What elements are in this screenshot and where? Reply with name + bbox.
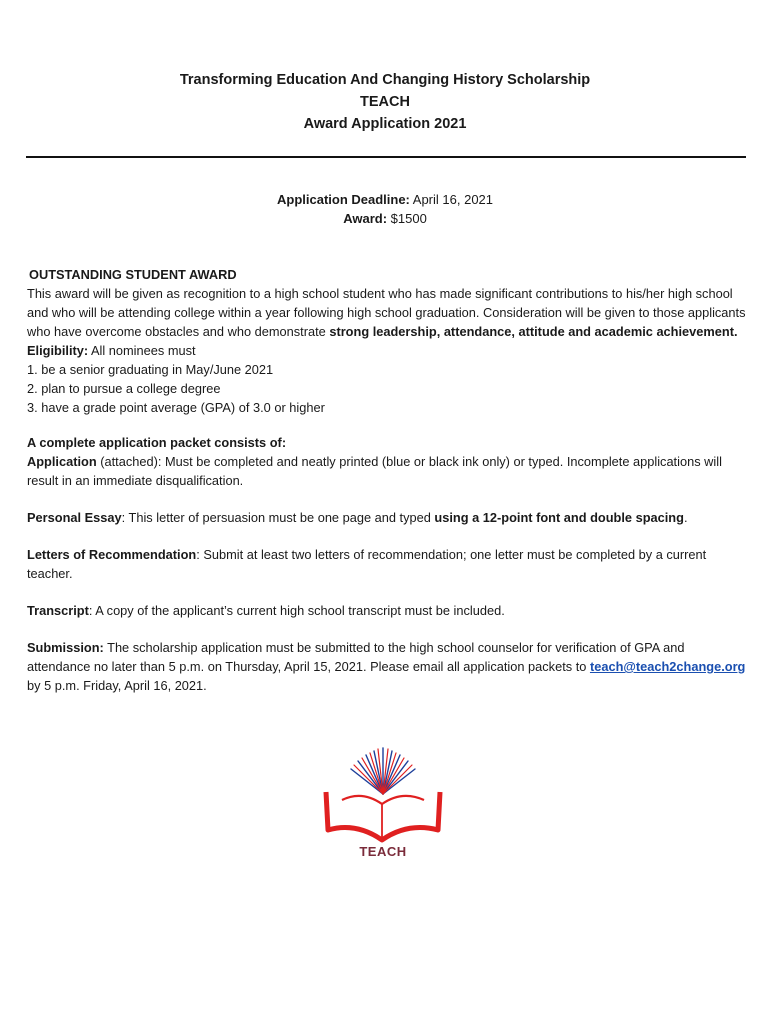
award-heading: OUTSTANDING STUDENT AWARD	[29, 267, 237, 282]
title-line-3: Award Application 2021	[303, 116, 467, 132]
title-divider	[26, 156, 746, 158]
packet-heading-text: A complete application packet consists of:	[27, 435, 287, 450]
eligibility-intro-text: All nominees must	[88, 343, 196, 358]
submission-email-link[interactable]: teach@teach2change.org	[589, 659, 746, 674]
award-description-bold: strong leadership, attendance, attitude and academic achievement.	[329, 324, 738, 339]
eligibility-item: 3. have a grade point average (GPA) of 3.0 or higher	[27, 400, 325, 415]
submission-text: The scholarship application must be submitted to the high school counselor for verification of GPA and attendance no later than 5 p.m. on Thursday, April 15, 2021. Please email all application packets to	[27, 640, 685, 674]
letters-label: Letters of Recommendation	[27, 547, 197, 562]
transcript-label: Transcript	[27, 603, 89, 618]
letters-requirement	[27, 545, 747, 583]
essay-label: Personal Essay	[27, 510, 122, 525]
packet-heading	[27, 433, 747, 452]
award-label: Award:	[343, 211, 388, 226]
eligibility-label: Eligibility:	[27, 343, 89, 358]
transcript-text: : A copy of the applicant’s current high school transcript must be included.	[88, 603, 505, 618]
deadline-label: Application Deadline:	[276, 192, 410, 207]
application-deadline	[0, 190, 770, 209]
application-text: (attached): Must be completed and neatly printed (blue or black ink only) or typed. Incomplete applications will result in an immediate disqualification.	[27, 454, 722, 488]
title-line-1: Transforming Education And Changing History Scholarship	[179, 72, 591, 88]
submission-requirement	[27, 638, 747, 695]
submission-label: Submission:	[27, 640, 104, 655]
application-requirement	[27, 452, 747, 490]
deadline-value: April 16, 2021	[409, 192, 494, 207]
essay-bold: using a 12-point font and double spacing	[434, 510, 684, 525]
teach-logo	[318, 742, 448, 862]
eligibility-item: 2. plan to pursue a college degree	[27, 381, 221, 396]
document-title	[0, 69, 770, 135]
award-description-text: This award will be given as recognition to a high school student who has made significant contributions to his/her high school and who will be attending college within a year following high school graduation. Consideration will be given to those applicants who have overcome obstacles and who demonstrate	[27, 286, 746, 339]
open-book-starburst-icon	[326, 748, 440, 840]
application-label: Application	[27, 454, 97, 469]
award-value: $1500	[387, 211, 427, 226]
submission-end: by 5 p.m. Friday, April 16, 2021.	[27, 678, 207, 693]
deadline-block	[0, 190, 770, 228]
essay-requirement	[27, 508, 747, 527]
letters-text: : Submit at least two letters of recommendation; one letter must be completed by a current teacher.	[27, 547, 707, 581]
logo-text: TEACH	[359, 844, 407, 859]
transcript-requirement	[27, 601, 747, 620]
eligibility-item: 1. be a senior graduating in May/June 2021	[27, 362, 274, 377]
award-amount	[0, 209, 770, 228]
title-line-2: TEACH	[360, 94, 410, 110]
eligibility-intro	[27, 341, 747, 360]
document-body	[27, 265, 747, 695]
essay-end: .	[683, 510, 688, 525]
award-description	[27, 284, 747, 341]
essay-text: : This letter of persuasion must be one page and typed	[121, 510, 435, 525]
